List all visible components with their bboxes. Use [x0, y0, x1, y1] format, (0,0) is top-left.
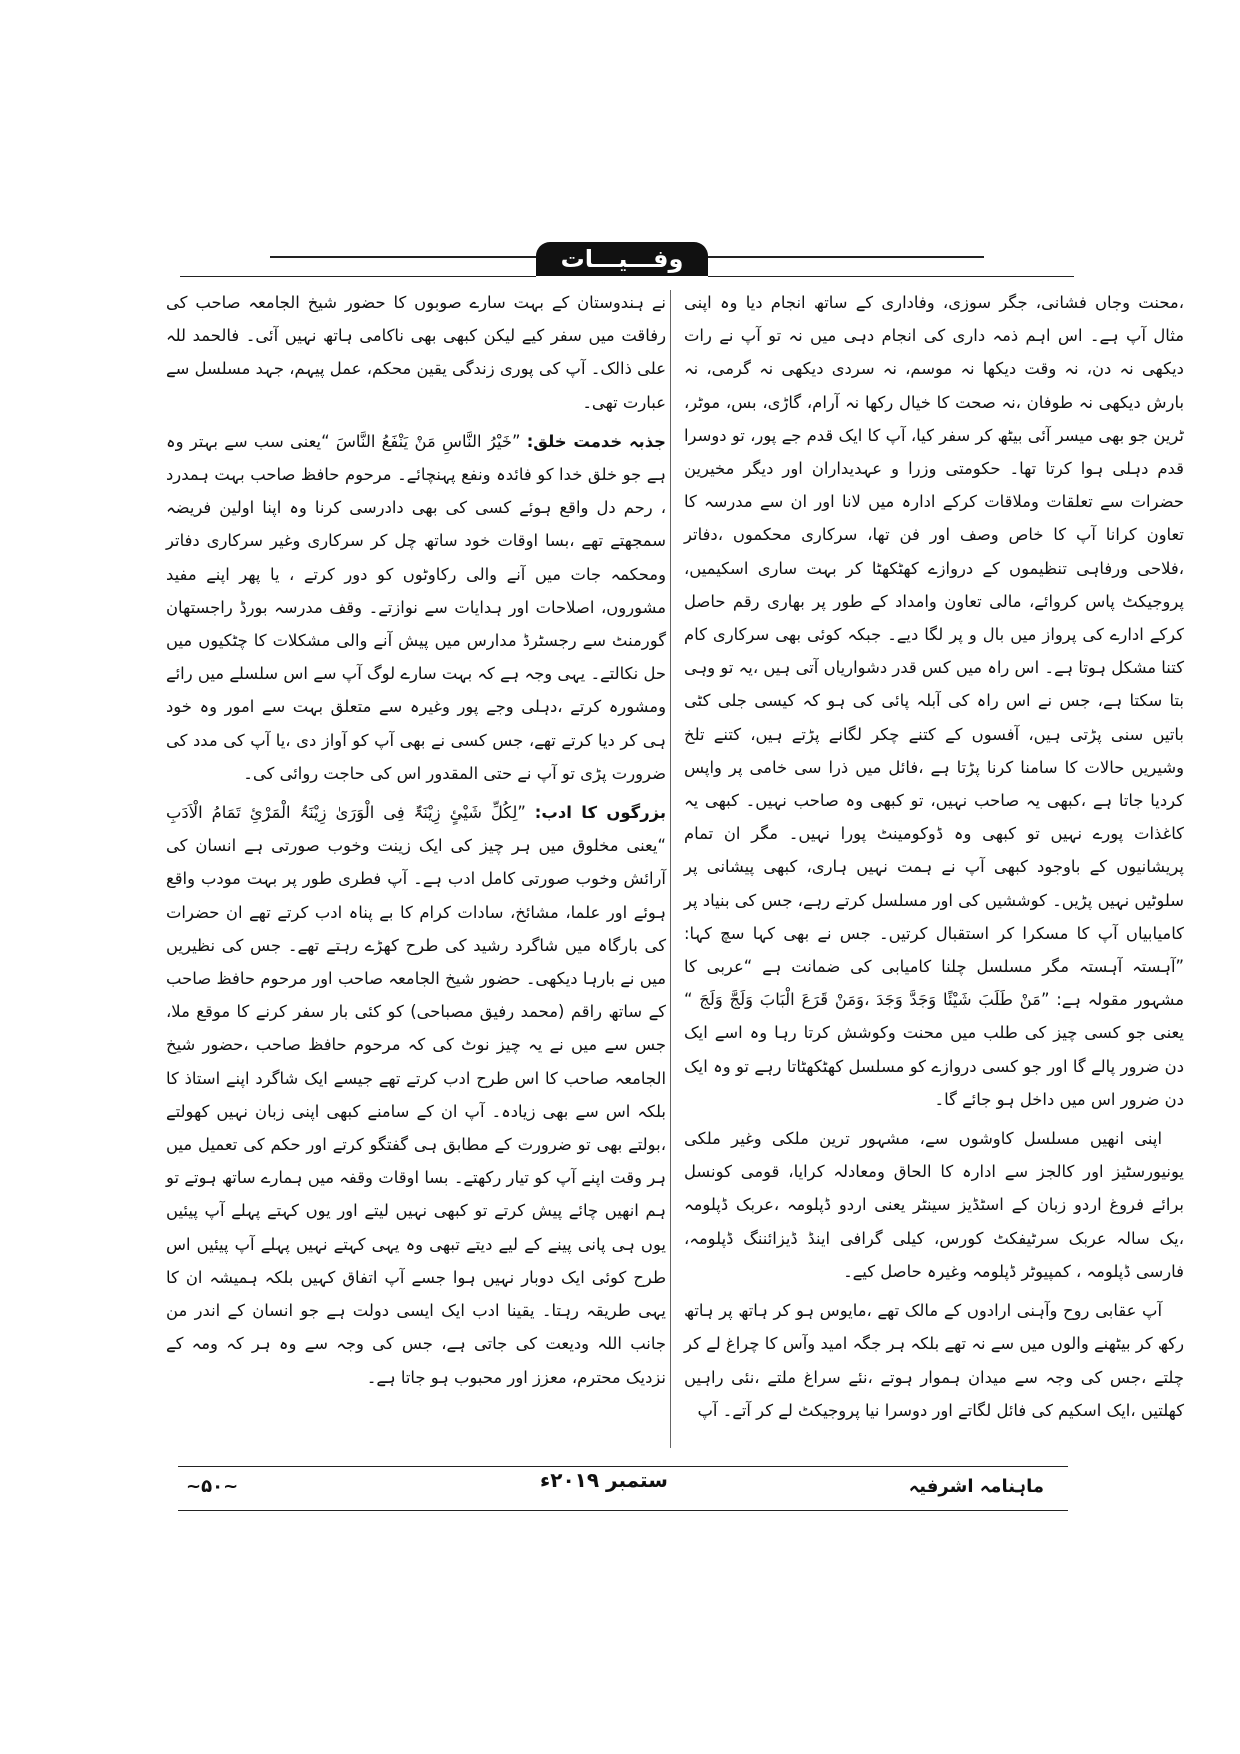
right-paragraph-3: آپ عقابی روح وآہنی ارادوں کے مالک تھے ،مایوس ہو کر ہاتھ پر ہاتھ رکھ کر بیٹھنے والوں میں سے نہ تھے بلکہ ہر جگہ امید وآس کا چراغ لے کر چلتے ،جس کی وجہ سے میدان ہموار ہوتے ،نئے سراغ ملتے ،نئی راہیں کھلتیں ،ایک اسکیم کی فائل لگاتے اور دوسرا نیا پروجیکٹ لے کر آتے۔ آپ [684, 1301, 1184, 1420]
page-number: ~۵۰~ [186, 1476, 239, 1497]
left-paragraph-2 [166, 425, 666, 790]
footer-rule-top [178, 1466, 1068, 1467]
paragraph-body-service: ”خَیْرُ النَّاسِ مَنْ یَنْفَعُ النَّاسَ “یعنی سب سے بہتر وہ ہے جو خلق خدا کو فائدہ ونفع پہنچائے۔ مرحوم حافظ صاحب بہت ہمدرد ، رحم دل واقع ہوئے کسی کی بھی دادرسی کرنا وہ اپنا اولین فریضہ سمجھتے تھے ،بسا اوقات خود ساتھ چل کر سرکاری وغیر سرکاری دفاتر ومحکمہ جات میں آنے والی رکاوٹوں کو دور کرتے ، یا پھر اپنے مفید مشوروں، اصلاحات اور ہدایات سے نوازتے۔ وقف مدرسہ بورڈ راجستھان گورمنٹ سے رجسٹرڈ مدارس میں پیش آنے والی مشکلات کا چٹکیوں میں حل نکالتے۔ یہی وجہ ہے کہ بہت سارے لوگ آپ سے اس سلسلے میں رائے ومشورہ کرتے ،دہلی وجے پور وغیرہ سے متعلق بہت سے امور وہ خود ہی کر دیا کرتے تھے، جس کسی نے بھی آپ کو آواز دی ،یا آپ کی مدد کی ضرورت پڑی تو آپ نے حتی المقدور اس کی حاجت روائی کی۔ [166, 431, 666, 783]
left-paragraph-1: نے ہندوستان کے بہت سارے صوبوں کا حضور شیخ الجامعہ صاحب کی رفاقت میں سفر کیے لیکن کبھی بھی ناکامی ہاتھ نہیں آئی۔ فالحمد للہ علی ذالک۔ آپ کی پوری زندگی یقین محکم، عمل پیہم، جہد مسلسل سے عبارت تھی۔ [166, 293, 666, 412]
header-rule-right-top [708, 256, 984, 258]
right-paragraph-1: ،محنت وجاں فشانی، جگر سوزی، وفاداری کے ساتھ انجام دیا وہ اپنی مثال آپ ہے۔ اس اہم ذمہ داری کی انجام دہی میں نہ تو آپ نے رات دیکھی نہ دن، نہ وقت دیکھا نہ موسم، نہ سردی دیکھی نہ گرمی، نہ بارش دیکھی نہ طوفان ،نہ صحت کا خیال رکھا نہ آرام، گاڑی، بس، موٹر، ٹرین جو بھی میسر آئی بیٹھ کر سفر کیا، آپ کا ایک قدم جے پور، تو دوسرا قدم دہلی ہوا کرتا تھا۔ حکومتی وزرا و عہدیداران اور دیگر مخیرین حضرات سے تعلقات وملاقات کرکے ادارہ میں لانا اور ان سے مدرسہ کا تعاون کرانا آپ کا خاص وصف اور فن تھا، سرکاری محکموں ،دفاتر ،فلاحی ورفاہی تنظیموں کے دروازے کھٹکھٹا کر بہت ساری اسکیمیں، پروجیکٹ پاس کروائے، مالی تعاون وامداد کے طور پر بھاری رقم حاصل کرکے ادارے کی پرواز میں بال و پر لگا دیے۔ جبکہ کوئی بھی سرکاری کام کتنا مشکل ہوتا ہے۔ اس راہ میں کس قدر دشواریاں آتی ہیں ،یہ تو وہی بتا سکتا ہے، جس نے اس راہ کی آبلہ پائی کی ہو کہ کیسی جلی کٹی باتیں سنی پڑتی ہیں، آفسوں کے کتنے چکر لگانے پڑتے ہیں، کتنے تلخ وشیریں حالات کا سامنا کرنا پڑتا ہے ،فائل میں ذرا سی خامی پر واپس کردیا جاتا ہے ،کبھی یہ صاحب نہیں، تو کبھی وہ صاحب نہیں۔ کبھی یہ کاغذات پورے نہیں تو کبھی وہ ڈوکومینٹ پورا نہیں۔ مگر ان تمام پریشانیوں کے باوجود کبھی آپ نے ہمت نہیں ہاری، کبھی پیشانی پر سلوٹیں نہیں پڑیں۔ کوششیں کی اور مسلسل کرتے رہے، جس کی بنیاد پر کامیابیاں آپ کا مسکرا کر استقبال کرتیں۔ جس نے بھی کہا سچ کہا: ”آہستہ آہستہ مگر مسلسل چلنا کامیابی کی ضمانت ہے “عربی کا مشہور مقولہ ہے: ”مَنْ طَلَبَ شَیْئًا وَجَدَّ وَجَدَ ،وَمَنْ قَرَعَ الْبَابَ وَلَجَّ وَلَجَ “ یعنی جو کسی چیز کی طلب میں محنت وکوشش کرتا رہا وہ اسے ایک دن ضرور پالے گا اور جو کسی دروازے کو مسلسل کھٹکھٹاتا رہے تو وہ ایک دن ضرور اس میں داخل ہو جائے گا۔ [683, 293, 1184, 1109]
left-paragraph-3 [166, 796, 666, 1394]
header-rule-left-top [270, 256, 536, 258]
right-column [684, 286, 1184, 1427]
column-divider [670, 290, 671, 1448]
header-rule-right-bottom [708, 276, 1074, 277]
issue-date: ستمبر ۲۰۱۹ء [540, 1468, 668, 1492]
paragraph-body-respect: ”لِکُلِّ شَیْئٍ زِیْنَۃٌ فِی الْوَرَیٰ زِیْنَۃُ الْمَرْئِ تَمَامُ الْاَدَبِ “یعنی مخلوق میں ہر چیز کی ایک زینت وخوب صورتی ہے انسان کی آرائش وخوب صورتی کامل ادب ہے۔ آپ فطری طور پر بہت مودب واقع ہوئے اور علما، مشائخ، سادات کرام کا بے پناہ ادب کرتے تھے ان حضرات کی بارگاہ میں شاگرد رشید کی طرح کھڑے رہتے تھے۔ جس کی نظیریں میں نے بارہا دیکھی۔ حضور شیخ الجامعہ صاحب اور مرحوم حافظ صاحب کے ساتھ راقم (محمد رفیق مصباحی) کو کئی بار سفر کرنے کا موقع ملا، جس سے میں نے یہ چیز نوٹ کی کہ مرحوم حافظ صاحب ،حضور شیخ الجامعہ صاحب کا اس طرح ادب کرتے تھے جیسے ایک شاگرد اپنے استاذ کا بلکہ اس سے بھی زیادہ۔ آپ ان کے سامنے کبھی اپنی زبان نہیں کھولتے ،بولتے بھی تو ضرورت کے مطابق ہی گفتگو کرتے اور حکم کی تعمیل میں ہر وقت اپنے آپ کو تیار رکھتے۔ بسا اوقات وقفہ میں ہمارے ساتھ ہوتے تو ہم انھیں چائے پیش کرتے تو کبھی نہیں لیتے اور یوں کہتے پہلے آپ پیئیں یوں ہی پانی پینے کے لیے دیتے تبھی وہ یہی کہتے نہیں پہلے آپ پیئیں اس طرح کوئی ایک دوبار نہیں ہوا جسے آپ اتفاق کہیں بلکہ ہمیشہ ان کا یہی طریقہ رہتا۔ یقینا ادب ایک ایسی دولت ہے جو انسان کے اندر من جانب اللہ ودیعت کی جاتی ہے، جس کی وجہ سے وہ ہر کہ ومہ کے نزدیک محترم، معزز اور محبوب ہو جاتا ہے۔ [166, 803, 666, 1387]
heading-respect-elders: بزرگوں کا ادب: [534, 803, 666, 823]
heading-service-to-creation: جذبہ خدمت خلق: [526, 431, 666, 451]
left-column [166, 286, 666, 1394]
header-rule-left-bottom [180, 276, 536, 277]
section-title: وفـــیـــات [536, 242, 708, 276]
footer-rule-bottom [178, 1510, 1068, 1511]
right-paragraph-2: اپنی انھیں مسلسل کاوشوں سے، مشہور ترین ملکی وغیر ملکی یونیورسٹیز اور کالجز سے ادارہ کا الحاق ومعادلہ کرایا، قومی کونسل برائے فروغ اردو زبان کے اسٹڈیز سینٹر یعنی اردو ڈپلومہ ،عربک ڈپلومہ ،یک سالہ عربک سرٹیفکٹ کورس، کیلی گرافی اینڈ ڈیزائننگ ڈپلومہ، فارسی ڈپلومہ ، کمپیوٹر ڈپلومہ وغیرہ حاصل کیے۔ [684, 1129, 1184, 1281]
magazine-name: ماہنامہ اشرفیہ [908, 1476, 1044, 1497]
